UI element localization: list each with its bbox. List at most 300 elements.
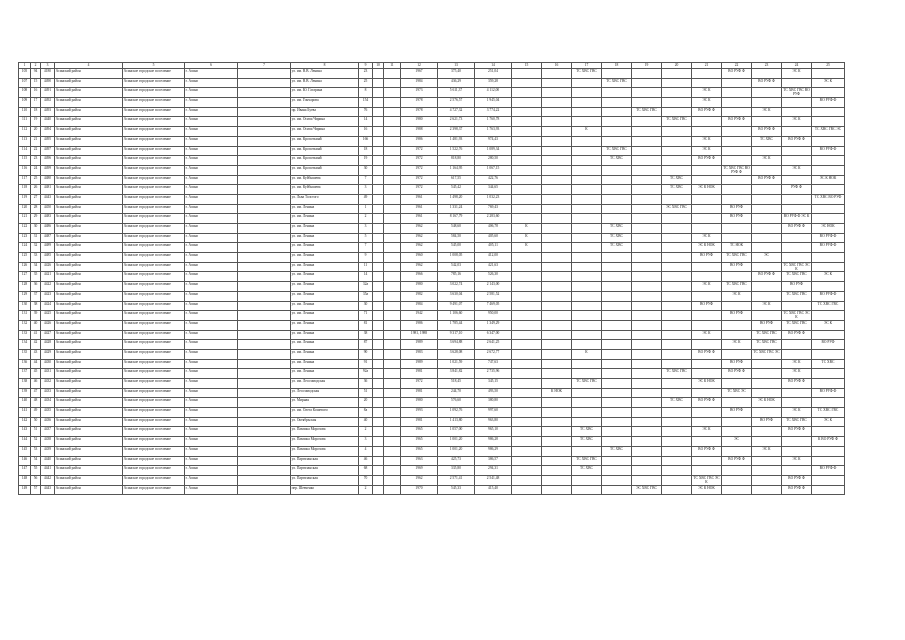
table-cell: 4496 xyxy=(41,156,55,166)
table-row xyxy=(19,330,845,340)
table-cell: 3 xyxy=(359,224,373,234)
table-cell: ВО РУФ Ф xyxy=(812,388,845,398)
table-cell xyxy=(373,456,384,466)
table-cell: Асинский район xyxy=(55,165,123,175)
table-cell xyxy=(542,349,572,359)
table-cell: г. Асино xyxy=(185,107,238,117)
table-cell xyxy=(384,359,401,369)
table-cell xyxy=(782,78,812,88)
table-cell xyxy=(238,175,291,185)
table-cell xyxy=(384,475,401,485)
table-cell: ВО РУФ Ф xyxy=(752,78,782,88)
table-cell: 747,63 xyxy=(475,359,512,369)
table-cell: ЭС ХВС ГВС xyxy=(662,204,692,214)
table-cell: 4180 xyxy=(41,69,55,79)
table-cell xyxy=(572,359,602,369)
table-cell: 41 xyxy=(31,330,41,340)
table-cell: г. Асино xyxy=(185,398,238,408)
table-cell xyxy=(692,311,722,321)
table-cell: Асинское городское поселение xyxy=(123,291,185,301)
table-cell: 1961 xyxy=(401,214,438,224)
table-cell: 1972 xyxy=(401,379,438,389)
table-cell xyxy=(542,456,572,466)
table-cell xyxy=(384,417,401,427)
table-cell: Асинское городское поселение xyxy=(123,330,185,340)
table-cell xyxy=(572,262,602,272)
table-row xyxy=(19,398,845,408)
table-cell: ВО РУФ Ф xyxy=(752,272,782,282)
table-cell: 45 xyxy=(31,369,41,379)
table-cell: 1980 xyxy=(401,398,438,408)
table-cell xyxy=(662,156,692,166)
table-cell xyxy=(542,69,572,79)
table-cell xyxy=(373,136,384,146)
table-cell: 144 xyxy=(19,437,31,447)
table-cell: 1 785,44 xyxy=(438,320,475,330)
table-cell xyxy=(752,117,782,127)
table-cell: 1961 xyxy=(401,194,438,204)
table-cell: 9 491,07 xyxy=(438,301,475,311)
table-cell xyxy=(782,253,812,263)
table-cell: 4423 xyxy=(41,291,55,301)
table-cell: 584,50 xyxy=(438,233,475,243)
table-cell xyxy=(542,194,572,204)
table-cell: г. Асино xyxy=(185,88,238,98)
table-cell: 56 xyxy=(31,475,41,485)
table-row xyxy=(19,446,845,456)
table-cell: г. Асино xyxy=(185,340,238,350)
table-cell: ЭС К xyxy=(692,330,722,340)
table-cell: 997,60 xyxy=(475,408,512,418)
table-cell xyxy=(384,398,401,408)
table-cell: г. Асино xyxy=(185,117,238,127)
table-cell xyxy=(572,340,602,350)
table-cell: 1972 xyxy=(401,156,438,166)
table-cell: ТС ХВС xyxy=(572,437,602,447)
table-cell: ул. им. В.В. Ленина xyxy=(291,69,359,79)
table-cell: 55 xyxy=(31,466,41,476)
table-cell: 4495 xyxy=(41,136,55,146)
table-cell: 1 057,00 xyxy=(438,427,475,437)
table-cell: ТС ХВС xyxy=(662,175,692,185)
table-cell xyxy=(752,359,782,369)
table-cell xyxy=(782,340,812,350)
table-cell: ТС ХВС ГВС ВО РУФ Ф xyxy=(723,165,750,174)
table-cell xyxy=(782,156,812,166)
column-number: 8 xyxy=(291,63,359,69)
table-row xyxy=(19,136,845,146)
table-cell xyxy=(602,340,632,350)
table-cell xyxy=(238,282,291,292)
table-cell xyxy=(662,136,692,146)
table-cell: ЭС К xyxy=(782,359,812,369)
table-cell: ЭС К xyxy=(752,301,782,311)
table-cell: ул. им. В.В. Ленина xyxy=(291,78,359,88)
table-cell: 1 522,76 xyxy=(438,146,475,156)
table-cell: ул. Лесозаводская xyxy=(291,388,359,398)
table-cell xyxy=(542,156,572,166)
table-cell xyxy=(812,165,845,175)
table-cell xyxy=(662,127,692,137)
table-cell xyxy=(373,194,384,204)
table-cell xyxy=(238,156,291,166)
table-cell: 412,00 xyxy=(475,253,512,263)
table-cell: 617,55 xyxy=(438,175,475,185)
table-cell xyxy=(812,156,845,166)
table-cell: Асинский район xyxy=(55,466,123,476)
table-cell xyxy=(602,98,632,108)
table-cell xyxy=(572,369,602,379)
table-cell xyxy=(542,185,572,195)
table-cell xyxy=(662,456,692,466)
table-cell xyxy=(384,117,401,127)
table-cell xyxy=(238,224,291,234)
table-cell: 1 089,34 xyxy=(475,146,512,156)
table-cell xyxy=(662,485,692,495)
table-cell: 421,63 xyxy=(475,262,512,272)
table-cell xyxy=(632,88,662,98)
table-cell xyxy=(542,88,572,98)
table-cell: ЭС К xyxy=(782,117,812,127)
column-number: 23 xyxy=(752,63,782,69)
table-cell: Асинское городское поселение xyxy=(123,320,185,330)
table-cell: 23 xyxy=(31,156,41,166)
table-cell: ТС ХВС xyxy=(572,427,602,437)
table-cell xyxy=(373,349,384,359)
table-cell xyxy=(384,214,401,224)
table-cell: Асинский район xyxy=(55,320,123,330)
table-cell: ЭС xyxy=(752,253,782,263)
table-cell xyxy=(752,485,782,495)
table-cell: г. Асино xyxy=(185,301,238,311)
table-cell xyxy=(602,427,632,437)
table-cell: ЭС К xyxy=(752,446,782,456)
table-cell: 71 xyxy=(359,311,373,321)
table-cell: г. Асино xyxy=(185,127,238,137)
table-cell xyxy=(572,175,602,185)
table-cell xyxy=(632,78,662,88)
table-cell: г. Асино xyxy=(185,272,238,282)
table-cell: ТС ХВС ГВС xyxy=(782,417,812,427)
table-cell: ЭС К xyxy=(812,320,845,330)
table-cell: Асинское городское поселение xyxy=(123,194,185,204)
table-cell xyxy=(602,88,632,98)
table-cell xyxy=(512,427,542,437)
table-cell xyxy=(722,98,752,108)
table-cell: 53 xyxy=(31,446,41,456)
table-cell: 1965 xyxy=(401,437,438,447)
table-cell: ул. им. Ленина xyxy=(291,233,359,243)
table-cell xyxy=(238,417,291,427)
table-cell xyxy=(602,282,632,292)
table-cell xyxy=(238,262,291,272)
table-cell: ВО РУФ Ф xyxy=(812,233,845,243)
table-cell: Асинский район xyxy=(55,262,123,272)
table-cell: Асинский район xyxy=(55,185,123,195)
table-cell xyxy=(512,398,542,408)
table-cell xyxy=(373,485,384,495)
table-cell: 31 xyxy=(31,233,41,243)
table-cell: 25 xyxy=(31,175,41,185)
table-cell: ул. им. Ленина xyxy=(291,262,359,272)
table-cell: 30 xyxy=(31,224,41,234)
table-cell xyxy=(782,98,812,108)
table-cell: Асинское городское поселение xyxy=(123,88,185,98)
table-cell: 145 xyxy=(19,446,31,456)
table-cell xyxy=(238,204,291,214)
table-cell: 14 xyxy=(359,117,373,127)
table-cell: ТС ХВС xyxy=(602,446,632,456)
table-row xyxy=(19,282,845,292)
table-cell xyxy=(602,456,632,466)
table-cell xyxy=(632,456,662,466)
table-cell xyxy=(384,146,401,156)
table-cell: Асинский район xyxy=(55,349,123,359)
table-cell xyxy=(752,291,782,301)
table-cell: ЭС К xyxy=(692,98,722,108)
table-cell: г. Асино xyxy=(185,417,238,427)
table-cell xyxy=(512,485,542,495)
table-cell: ул. им. Ленина xyxy=(291,369,359,379)
table-cell xyxy=(662,291,692,301)
table-cell xyxy=(752,194,782,204)
table-cell: 147 xyxy=(19,466,31,476)
table-cell: 4493 xyxy=(41,107,55,117)
table-cell xyxy=(542,233,572,243)
table-cell: 146 xyxy=(19,456,31,466)
table-cell xyxy=(238,194,291,204)
table-cell xyxy=(632,388,662,398)
table-cell: 1970 xyxy=(401,485,438,495)
table-cell: Асинское городское поселение xyxy=(123,485,185,495)
table-cell xyxy=(542,243,572,253)
table-cell: ВО РУФ Ф xyxy=(692,398,722,408)
table-cell: 122 xyxy=(19,224,31,234)
table-cell: 1980 xyxy=(401,117,438,127)
table-cell: 141 xyxy=(19,408,31,418)
table-cell xyxy=(512,253,542,263)
table-cell: 4437 xyxy=(41,427,55,437)
table-cell: 1962 xyxy=(401,243,438,253)
table-cell xyxy=(662,78,692,88)
table-cell xyxy=(722,379,752,389)
table-cell: 436,29 xyxy=(438,78,475,88)
table-cell: ул. им. Ю. Гагарина xyxy=(291,88,359,98)
table-cell: ЭС К xyxy=(692,233,722,243)
table-cell: 4425 xyxy=(41,311,55,321)
column-number: 5 xyxy=(123,63,185,69)
table-cell xyxy=(512,379,542,389)
table-cell xyxy=(373,78,384,88)
table-cell: Асинское городское поселение xyxy=(123,272,185,282)
table-cell: ул. им. Ленина xyxy=(291,301,359,311)
table-cell xyxy=(632,340,662,350)
column-number: 1 xyxy=(19,63,31,69)
table-cell xyxy=(512,349,542,359)
table-cell xyxy=(632,233,662,243)
table-cell xyxy=(512,78,542,88)
table-cell: ВО РУФ Ф xyxy=(812,291,845,301)
table-cell: 1 763,93 xyxy=(475,127,512,137)
table-cell: 51 xyxy=(31,427,41,437)
table-cell: ул. Мирная xyxy=(291,398,359,408)
table-cell xyxy=(662,311,692,321)
table-cell xyxy=(722,475,752,485)
table-cell xyxy=(812,330,845,340)
table-cell: ВО РУФ Ф xyxy=(782,330,812,340)
table-cell xyxy=(632,311,662,321)
table-cell xyxy=(384,320,401,330)
table-cell: 1980 xyxy=(401,282,438,292)
table-cell xyxy=(812,456,845,466)
table-cell xyxy=(373,243,384,253)
table-cell: 1981 xyxy=(401,388,438,398)
table-cell: 3 774,22 xyxy=(475,107,512,117)
table-cell xyxy=(692,175,722,185)
table-row xyxy=(19,291,845,301)
table-cell xyxy=(572,224,602,234)
table-cell xyxy=(602,214,632,224)
table-cell xyxy=(662,437,692,447)
table-cell: г. Асино xyxy=(185,194,238,204)
table-cell: 125 xyxy=(19,253,31,263)
table-cell xyxy=(384,156,401,166)
table-cell: ул. им. Ленина xyxy=(291,330,359,340)
table-cell: 4491 xyxy=(41,88,55,98)
table-cell: г. Асино xyxy=(185,359,238,369)
table-cell: 2 581,52 xyxy=(475,291,512,301)
table-cell xyxy=(512,466,542,476)
table-cell: 965,10 xyxy=(475,427,512,437)
table-cell: 4490 xyxy=(41,78,55,88)
table-cell xyxy=(384,388,401,398)
table-cell: 785,16 xyxy=(438,272,475,282)
table-cell xyxy=(238,388,291,398)
table-cell: ВО РУФ xyxy=(722,214,752,224)
table-cell xyxy=(722,427,752,437)
table-cell xyxy=(238,320,291,330)
table-cell: 121 xyxy=(19,214,31,224)
table-cell xyxy=(384,233,401,243)
column-number: 12 xyxy=(401,63,438,69)
table-cell xyxy=(572,136,602,146)
table-cell xyxy=(782,243,812,253)
table-cell: г. Асино xyxy=(185,485,238,495)
table-cell xyxy=(238,165,291,175)
table-cell xyxy=(542,262,572,272)
table-cell: ВО РУФ Ф xyxy=(782,379,812,389)
table-cell: Асинский район xyxy=(55,69,123,79)
table-cell: 1965 xyxy=(401,427,438,437)
table-cell: Асинское городское поселение xyxy=(123,417,185,427)
table-cell xyxy=(692,224,722,234)
table-cell xyxy=(632,359,662,369)
table-cell: ул. им. Ленина xyxy=(291,253,359,263)
table-cell: 1962 xyxy=(401,475,438,485)
table-cell: 545,00 xyxy=(438,243,475,253)
table-cell xyxy=(632,165,662,175)
table-cell xyxy=(602,379,632,389)
table-cell xyxy=(512,417,542,427)
table-cell: ВО РУФ Ф xyxy=(782,224,812,234)
table-cell: 1972 xyxy=(401,165,438,175)
table-cell: ТС ХВС xyxy=(602,224,632,234)
table-cell xyxy=(722,233,752,243)
table-cell xyxy=(752,427,782,437)
table-cell: ул. им. Ленина xyxy=(291,214,359,224)
table-cell: г. Асино xyxy=(185,156,238,166)
table-cell: 2 143,00 xyxy=(475,282,512,292)
table-cell: 769,43 xyxy=(475,204,512,214)
table-cell: ЭС К xyxy=(812,78,845,88)
table-cell: 142 xyxy=(19,417,31,427)
table-cell xyxy=(373,117,384,127)
table-cell: г. Асино xyxy=(185,78,238,88)
table-cell xyxy=(384,175,401,185)
table-cell xyxy=(752,379,782,389)
table-cell: К xyxy=(572,349,602,359)
table-row xyxy=(19,156,845,166)
table-cell xyxy=(632,417,662,427)
table-cell: г. Асино xyxy=(185,379,238,389)
table-cell: ВО РУФ Ф ЭС К xyxy=(782,214,812,224)
column-number: 25 xyxy=(812,63,845,69)
table-cell: 425,73 xyxy=(438,456,475,466)
table-cell xyxy=(542,146,572,156)
table-cell xyxy=(373,388,384,398)
table-cell: 27 xyxy=(31,194,41,204)
table-cell: 149 xyxy=(19,485,31,495)
table-cell xyxy=(602,475,632,485)
table-cell xyxy=(632,243,662,253)
table-cell: Асинский район xyxy=(55,388,123,398)
table-cell: ТС ХВС xyxy=(572,466,602,476)
table-cell xyxy=(373,446,384,456)
table-cell: ул. Павлика Морозова xyxy=(291,437,359,447)
table-cell xyxy=(373,88,384,98)
table-cell xyxy=(812,349,845,359)
table-cell: Асинский район xyxy=(55,243,123,253)
table-cell xyxy=(752,282,782,292)
table-cell xyxy=(602,185,632,195)
table-cell: Асинский район xyxy=(55,379,123,389)
table-cell xyxy=(542,175,572,185)
table-cell xyxy=(632,379,662,389)
table-cell: 1 413,80 xyxy=(438,417,475,427)
table-cell xyxy=(542,282,572,292)
table-cell xyxy=(602,291,632,301)
table-cell xyxy=(662,194,692,204)
table-cell xyxy=(692,165,722,175)
table-row xyxy=(19,98,845,108)
table-cell: Асинское городское поселение xyxy=(123,446,185,456)
table-cell xyxy=(542,485,572,495)
table-cell xyxy=(384,69,401,79)
table-cell xyxy=(692,456,722,466)
table-cell: ул. им. Ленина xyxy=(291,282,359,292)
table-cell: г. Асино xyxy=(185,253,238,263)
table-cell: 1986 xyxy=(401,136,438,146)
table-cell: Асинский район xyxy=(55,204,123,214)
table-cell: 19 xyxy=(359,156,373,166)
table-cell xyxy=(632,175,662,185)
table-cell xyxy=(812,446,845,456)
column-number: 13 xyxy=(438,63,475,69)
table-cell xyxy=(384,340,401,350)
table-cell: 28 xyxy=(31,204,41,214)
table-cell xyxy=(238,379,291,389)
table-cell: 91 xyxy=(359,359,373,369)
